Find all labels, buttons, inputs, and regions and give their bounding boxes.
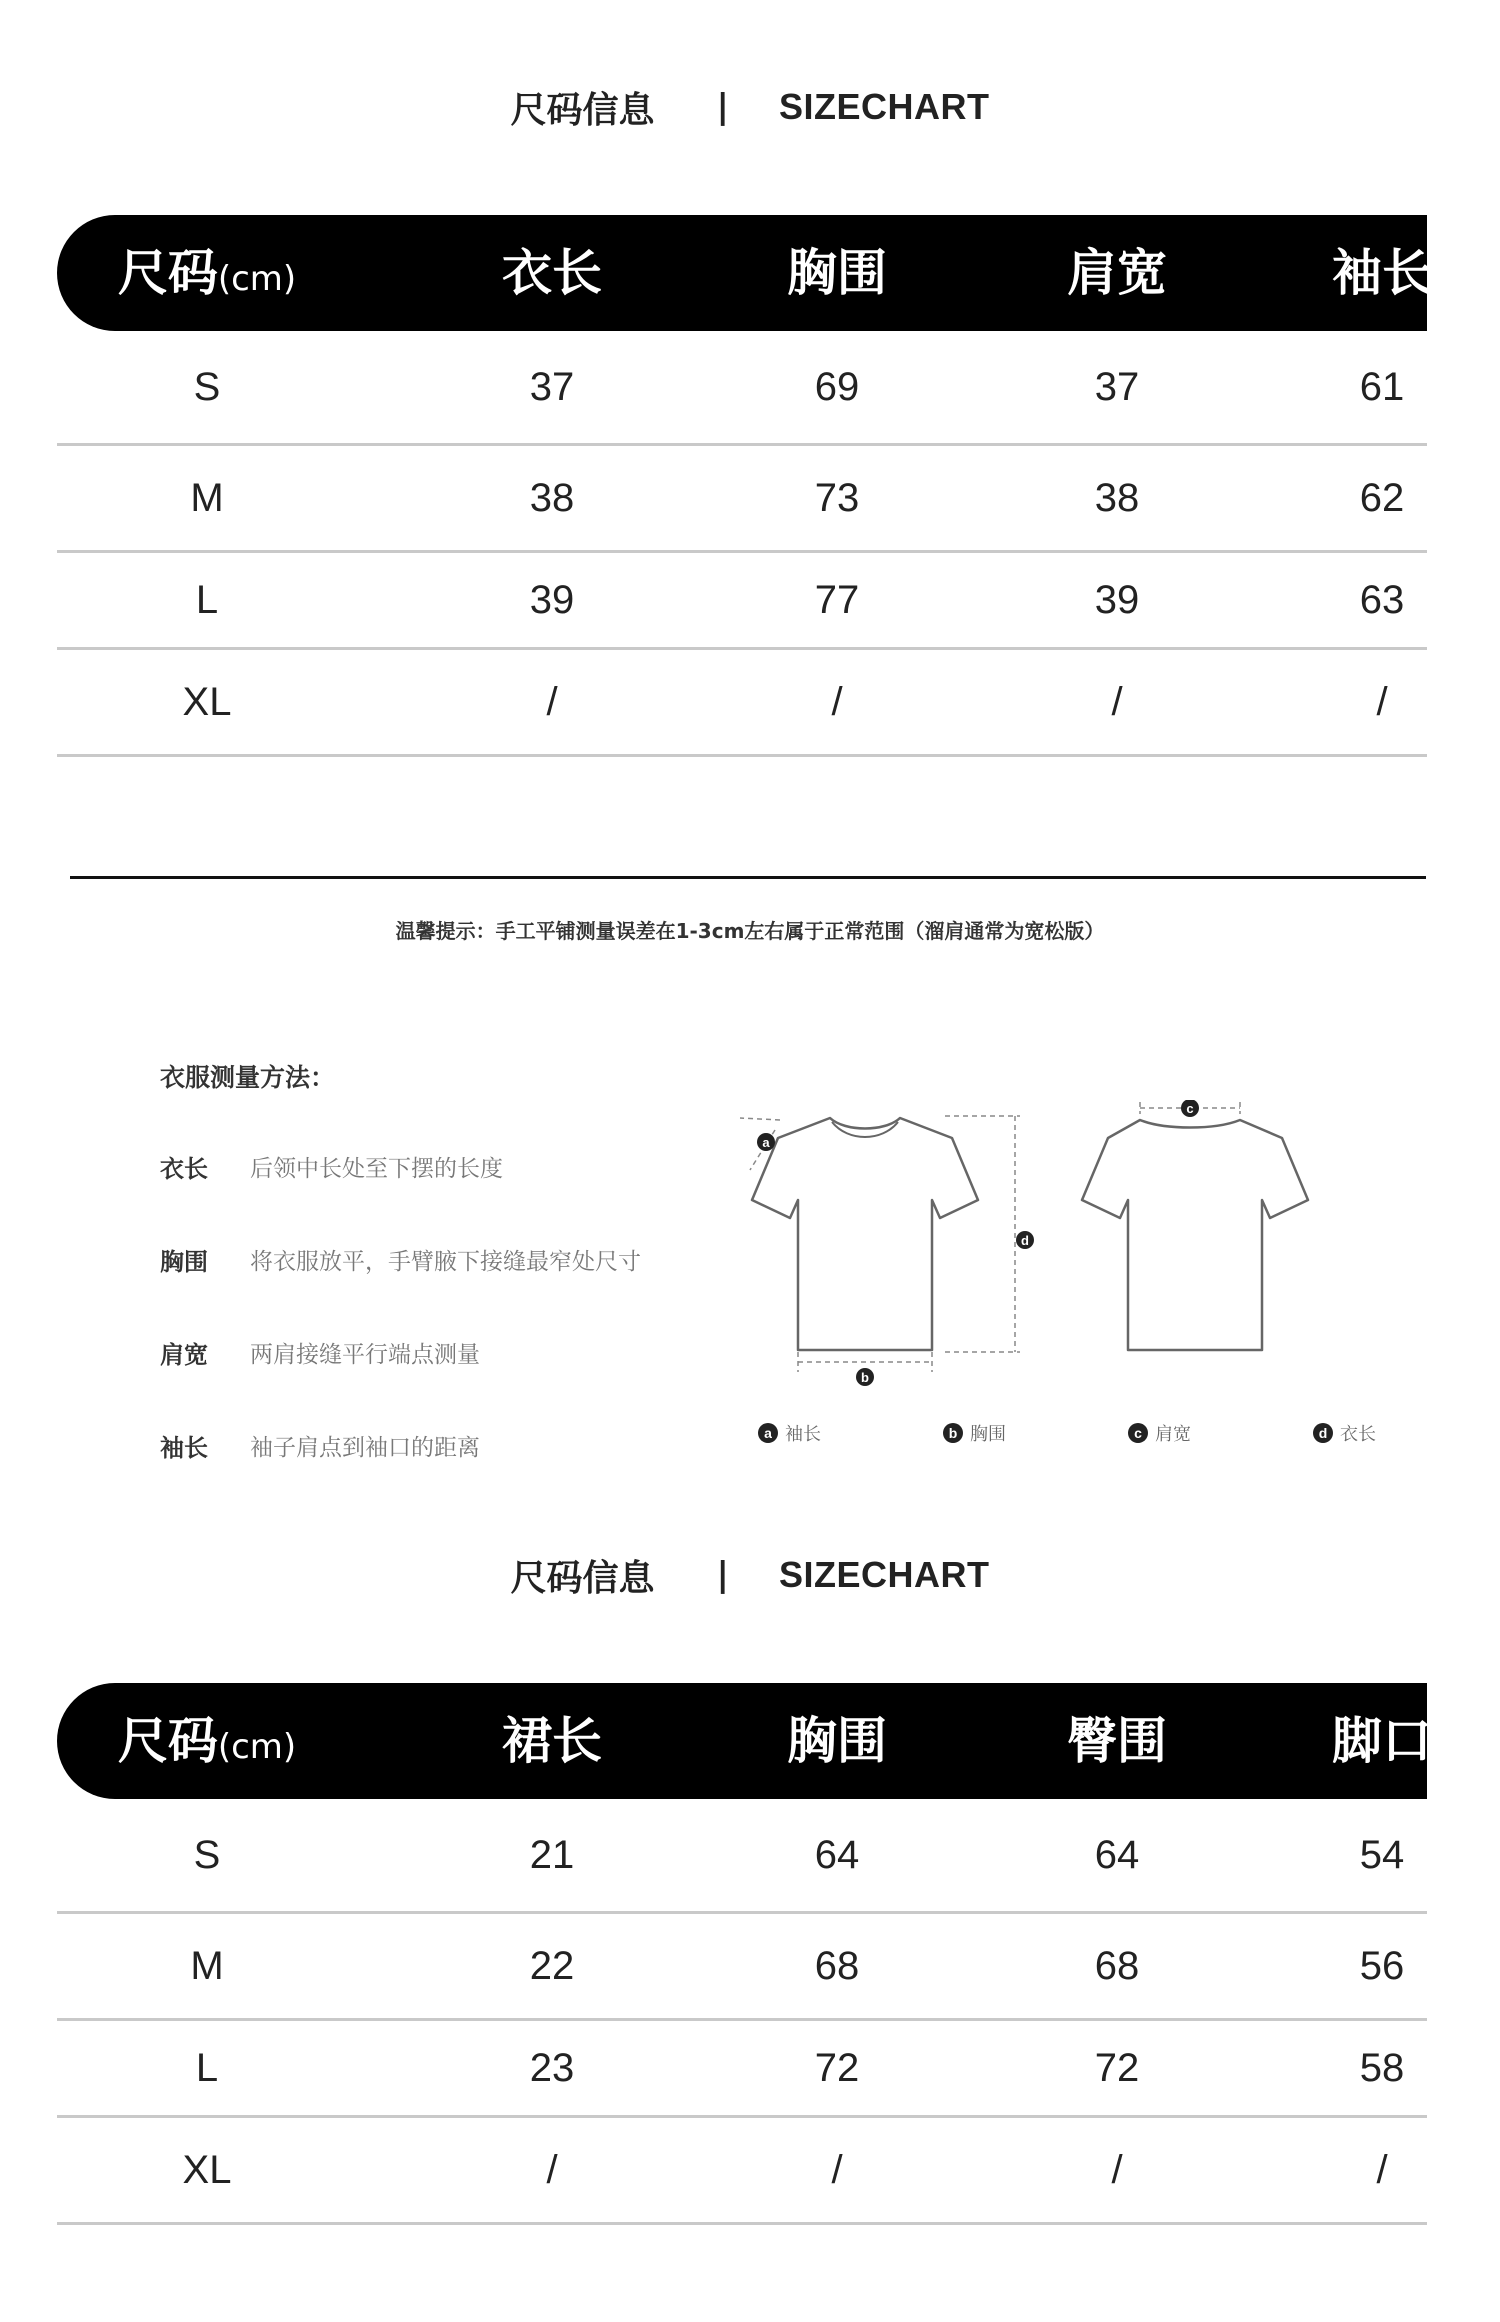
measurement-tip: 温馨提示：手工平铺测量误差在1-3cm左右属于正常范围（溜肩通常为宽松版） [395, 919, 1105, 943]
cell-value: 64 [1094, 1832, 1140, 1877]
header-length: 衣长 [502, 244, 602, 302]
cell-value: 22 [529, 1943, 575, 1988]
measure-method-title: 衣服测量方法： [160, 1063, 336, 1092]
header-chest: 胸围 [787, 1712, 887, 1770]
measure-item [160, 1146, 503, 1186]
cell-value: 56 [1359, 1943, 1405, 1988]
cell-size: M [190, 1943, 224, 1988]
cell-value: 39 [1094, 577, 1140, 622]
legend-item [758, 1420, 821, 1446]
tshirt-measure-diagram [720, 1100, 1400, 1400]
measure-desc: 两肩接缝平行端点测量 [250, 1341, 480, 1368]
table-header [57, 215, 1432, 331]
title-separator: | [716, 87, 729, 127]
header-shoulder: 肩宽 [1067, 244, 1167, 302]
cell-size: L [195, 577, 219, 622]
table-row [57, 1914, 1427, 2021]
measure-guides [740, 1102, 1240, 1372]
size-chart-title [0, 77, 1500, 137]
marker-d-label: d [1021, 1233, 1029, 1248]
cell-value: 72 [1094, 2045, 1140, 2090]
cell-value: 23 [529, 2045, 575, 2090]
legend-marker-icon: d [1313, 1423, 1333, 1443]
cell-value: / [546, 679, 558, 724]
legend-item [943, 1420, 1006, 1446]
cell-value: 58 [1359, 2045, 1405, 2090]
measure-desc: 袖子肩点到袖口的距离 [250, 1434, 480, 1461]
cell-size: XL [182, 2147, 232, 2192]
cell-value: 39 [529, 577, 575, 622]
table-row [57, 446, 1427, 553]
cell-value: 63 [1359, 577, 1405, 622]
legend-item [1128, 1420, 1191, 1446]
header-hip: 臀围 [1067, 1712, 1167, 1770]
cell-value: 21 [529, 1832, 575, 1877]
cell-value: / [831, 679, 843, 724]
cell-value: / [1376, 679, 1388, 724]
cell-value: 69 [814, 364, 860, 409]
diagram-markers [757, 1100, 1199, 1386]
legend-marker-icon: c [1128, 1423, 1148, 1443]
header-sleeve: 袖长 [1332, 244, 1432, 302]
measure-item [160, 1332, 480, 1372]
title-separator: | [716, 1555, 729, 1595]
measure-key: 胸围 [160, 1247, 208, 1276]
diagram-legend [758, 1420, 1398, 1460]
table-row [57, 2021, 1427, 2118]
cell-value: 64 [814, 1832, 860, 1877]
cell-size: M [190, 475, 224, 520]
measure-item [160, 1239, 641, 1279]
table-header [57, 1683, 1432, 1799]
cell-value: / [546, 2147, 558, 2192]
marker-b-label: b [861, 1370, 869, 1385]
measure-key: 袖长 [160, 1433, 208, 1462]
marker-c-label: c [1186, 1101, 1194, 1116]
cell-value: / [1111, 2147, 1123, 2192]
title-en: SIZECHART [778, 1554, 990, 1595]
cell-value: / [1376, 2147, 1388, 2192]
title-cn: 尺码信息 [510, 1557, 655, 1599]
table-row [57, 331, 1427, 446]
cell-value: 77 [814, 577, 860, 622]
cell-value: / [1111, 679, 1123, 724]
legend-marker-icon: a [758, 1423, 778, 1443]
cell-value: 37 [529, 364, 575, 409]
measure-desc: 后领中长处至下摆的长度 [250, 1155, 503, 1182]
table-row [57, 553, 1427, 650]
cell-value: 68 [814, 1943, 860, 1988]
cell-value: 37 [1094, 364, 1140, 409]
marker-a-label: a [762, 1135, 770, 1150]
cell-value: 62 [1359, 475, 1405, 520]
legend-label: 袖长 [785, 1424, 821, 1445]
legend-item [1313, 1420, 1376, 1446]
header-skirt-length: 裙长 [502, 1712, 602, 1770]
header-hem: 脚口 [1332, 1712, 1432, 1770]
cell-value: / [831, 2147, 843, 2192]
cell-size: L [195, 2045, 219, 2090]
cell-size: XL [182, 679, 232, 724]
table-row [57, 2118, 1427, 2225]
measure-key: 衣长 [160, 1154, 208, 1183]
cell-value: 61 [1359, 364, 1405, 409]
cell-size: S [193, 1832, 221, 1877]
top-size-table [57, 215, 1432, 757]
header-size: 尺码(cm) [117, 1712, 297, 1770]
measure-item [160, 1425, 480, 1465]
measure-key: 肩宽 [160, 1340, 208, 1369]
cell-value: 54 [1359, 1832, 1405, 1877]
cell-value: 38 [1094, 475, 1140, 520]
cell-size: S [193, 364, 221, 409]
section-divider [70, 876, 1426, 879]
legend-label: 肩宽 [1155, 1424, 1191, 1445]
table-row [57, 1799, 1427, 1914]
header-size: 尺码(cm) [117, 244, 297, 302]
legend-label: 衣长 [1340, 1424, 1376, 1445]
bottom-size-table [57, 1683, 1432, 2225]
tshirt-back-icon [1082, 1120, 1308, 1350]
cell-value: 73 [814, 475, 860, 520]
header-chest: 胸围 [787, 244, 887, 302]
title-en: SIZECHART [778, 86, 990, 127]
tshirt-front-icon [752, 1118, 978, 1350]
size-chart-title-2 [0, 1545, 1500, 1605]
table-row [57, 650, 1427, 757]
cell-value: 72 [814, 2045, 860, 2090]
cell-value: 38 [529, 475, 575, 520]
cell-value: 68 [1094, 1943, 1140, 1988]
legend-marker-icon: b [943, 1423, 963, 1443]
measure-desc: 将衣服放平，手臂腋下接缝最窄处尺寸 [250, 1248, 641, 1275]
title-cn: 尺码信息 [510, 89, 655, 131]
legend-label: 胸围 [970, 1424, 1006, 1445]
